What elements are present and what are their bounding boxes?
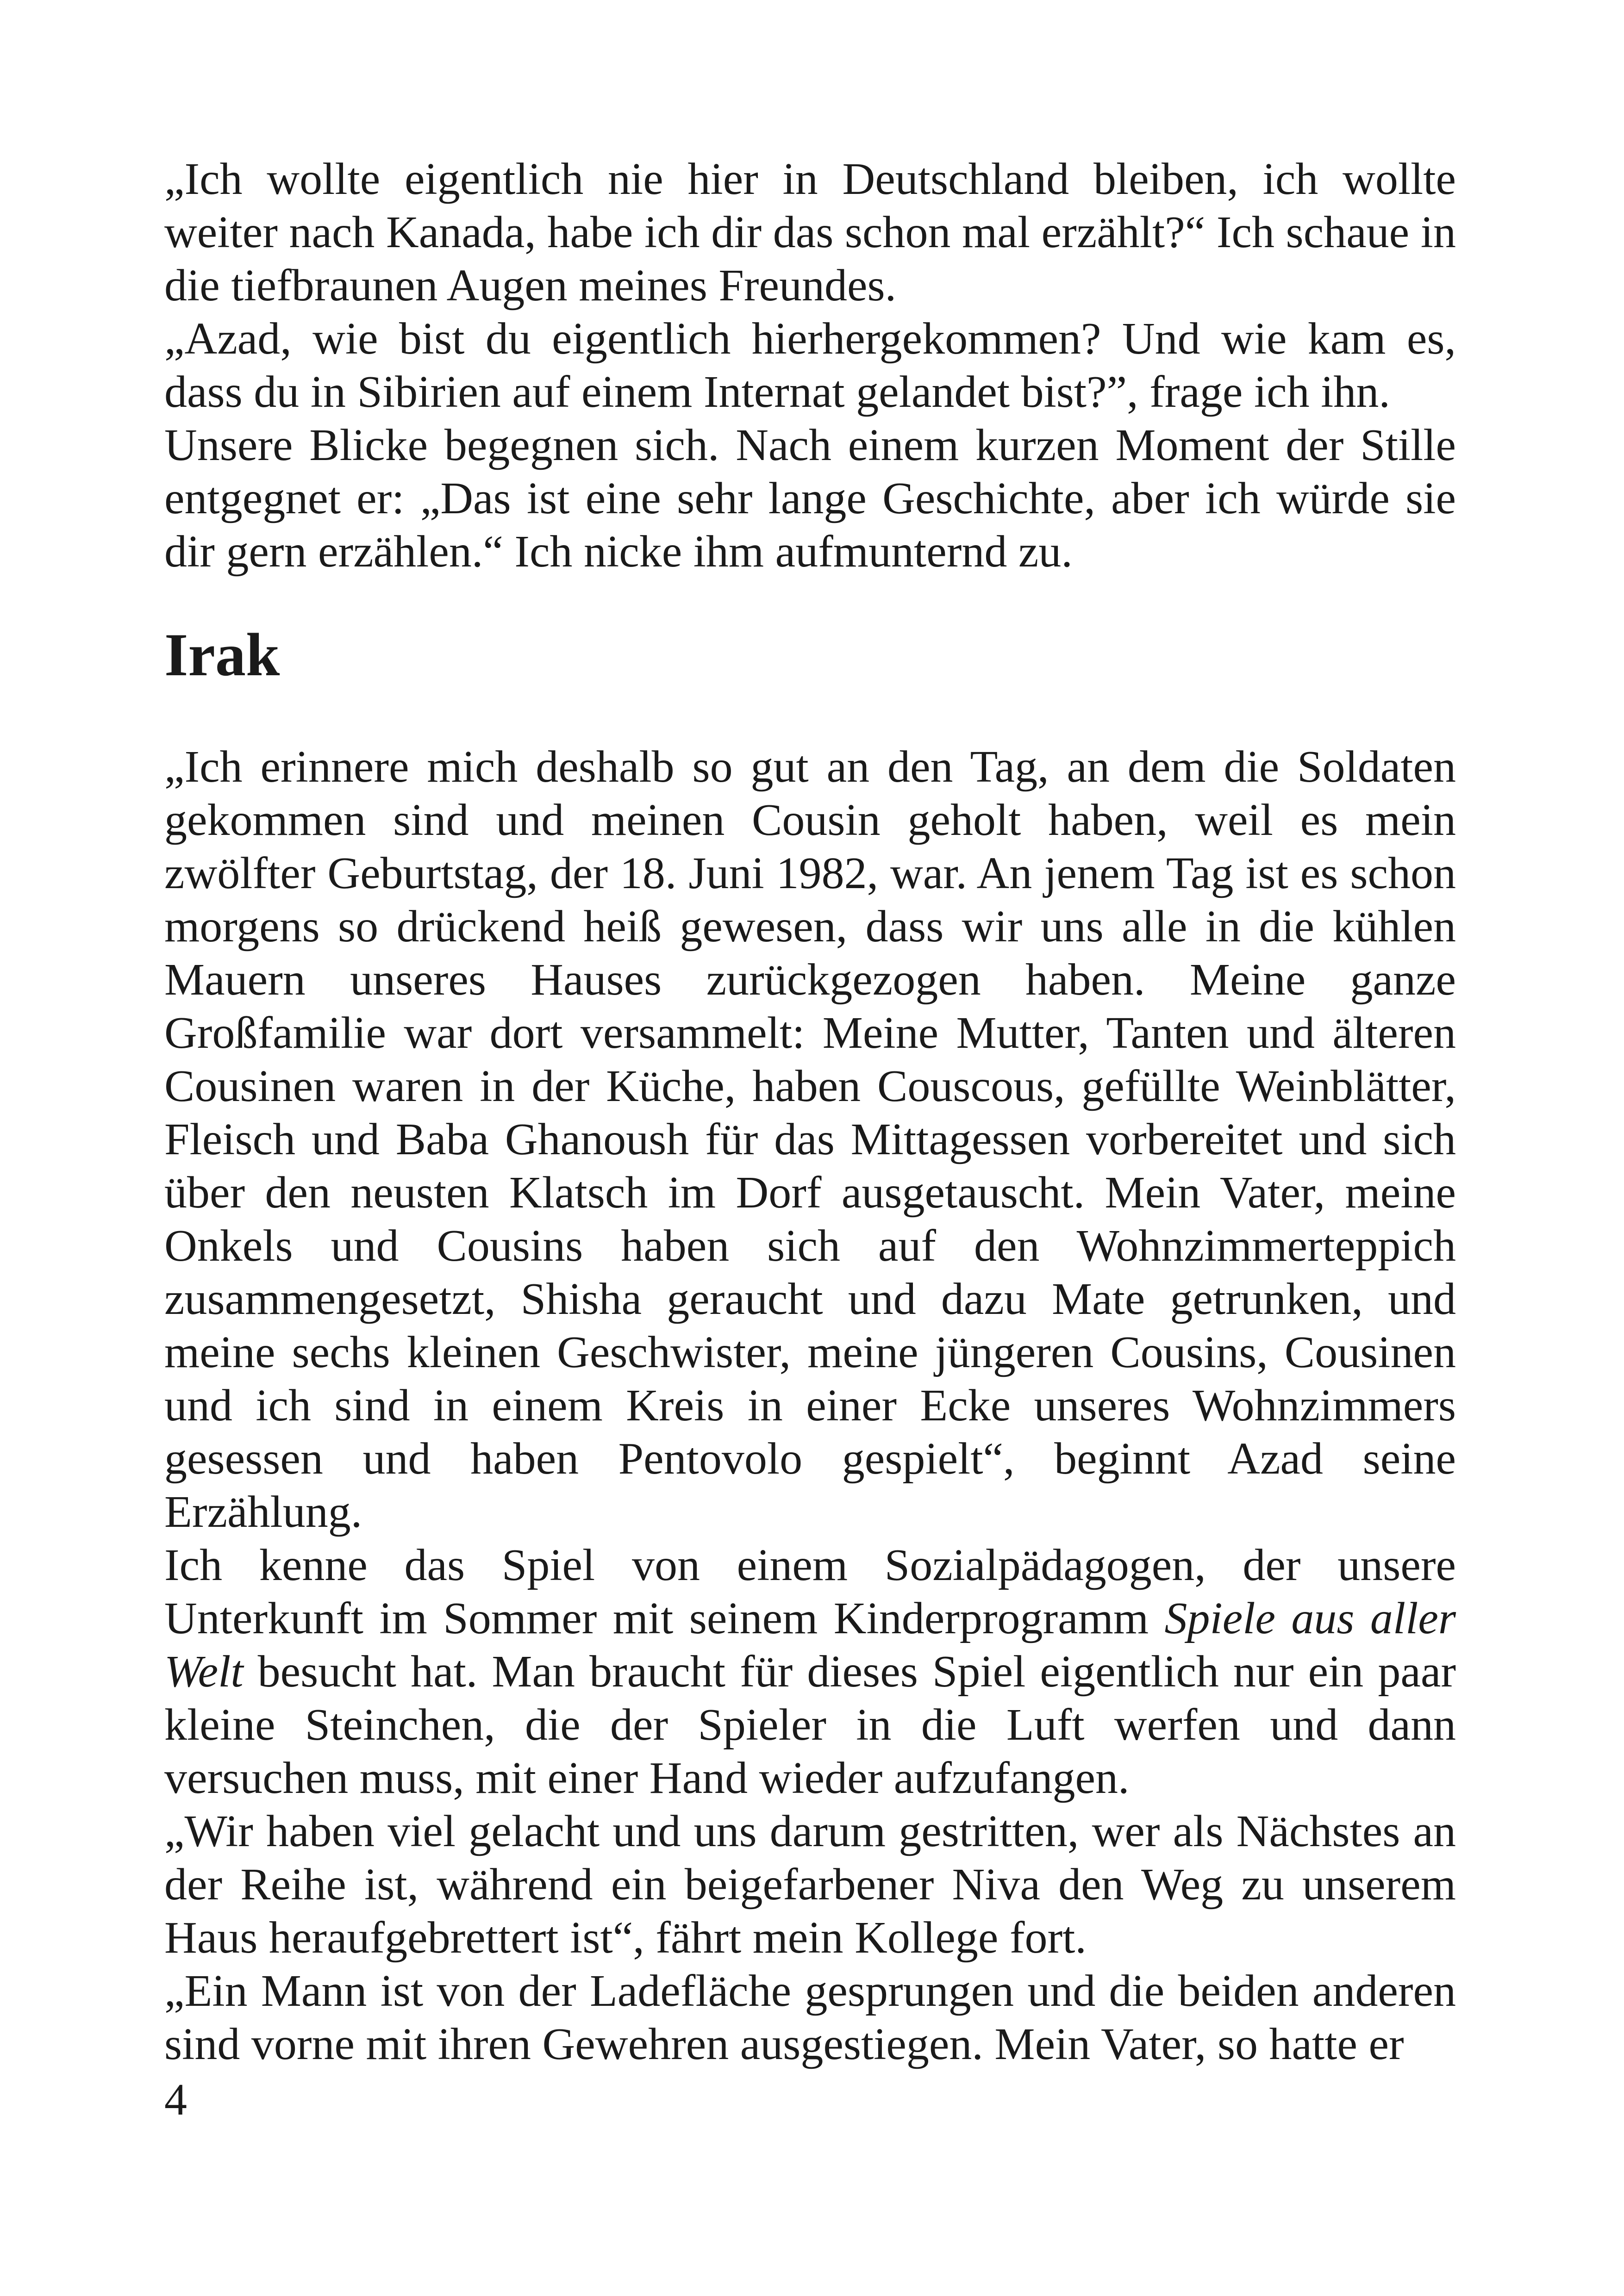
- chapter-heading: Irak: [164, 621, 280, 689]
- chapter-paragraph-4: „Ein Mann ist von der Ladefläche gesprungen und die beiden anderen sind vorne mit ihren Gewehren ausgestiegen. Mein Vater, so hatte er: [164, 1966, 1456, 2069]
- paragraph-2-text-end: besucht hat. Man braucht für dieses Spiel eigentlich nur ein paar kleine Steinchen, die der Spieler in die Luft werfen und dann versuchen muss, mit einer Hand wieder aufzufangen.: [164, 1647, 1456, 1803]
- chapter-paragraph-1: „Ich erinnere mich deshalb so gut an den Tag, an dem die Soldaten gekommen sind und meinen Cousin geholt haben, weil es mein zwölfter Geburtstag, der 18. Juni 1982, war. An jenem Tag ist es schon morgens so drückend heiß gewesen, dass wir uns alle in die kühlen Mauern unseres Hauses zurückgezogen haben. Meine ganze Großfamilie war dort versammelt: Meine Mutter, Tanten und älteren Cousinen waren in der Küche, haben Couscous, gefüllte Weinblätter, Fleisch und Baba Ghanoush für das Mittagessen vorbereitet und sich über den neusten Klatsch im Dorf ausgetauscht. Mein Vater, meine Onkels und Cousins haben sich auf den Wohnzimmerteppich zusammengesetzt, Shisha geraucht und dazu Mate getrunken, und meine sechs kleinen Geschwister, meine jüngeren Cousins, Cousinen und ich sind in einem Kreis in einer Ecke unseres Wohnzimmers gesessen und haben Pentovolo gespielt“, beginnt Azad seine Erzählung.: [164, 742, 1456, 1537]
- chapter-text-block: [164, 740, 1456, 2071]
- intro-paragraph-1: „Ich wollte eigentlich nie hier in Deutschland bleiben, ich wollte weiter nach Kanada, habe ich dir das schon mal erzählt?“ Ich schaue in die tiefbraunen Augen meines Freundes.: [164, 154, 1456, 311]
- chapter-paragraph-3: „Wir haben viel gelacht und uns darum gestritten, wer als Nächstes an der Reihe ist, während ein beigefarbener Niva den Weg zu unserem Haus heraufgebrettert ist“, fährt mein Kollege fort.: [164, 1806, 1456, 1963]
- intro-text-block: [164, 153, 1456, 579]
- paragraph-2-text-start: Ich kenne das Spiel von einem Sozialpädagogen, der unsere Unterkunft im Sommer mit seinem Kinderprogramm: [164, 1540, 1456, 1643]
- program-title-italic: Spiele aus aller Welt: [164, 1593, 1456, 1697]
- page-number: 4: [164, 2075, 187, 2125]
- intro-paragraph-3: Unsere Blicke begegnen sich. Nach einem kurzen Moment der Stille entgegnet er: „Das ist eine sehr lange Geschichte, aber ich würde sie dir gern erzählen.“ Ich nicke ihm aufmunternd zu.: [164, 420, 1456, 577]
- chapter-paragraph-2: [164, 1539, 1456, 1805]
- intro-paragraph-2: „Azad, wie bist du eigentlich hierhergekommen? Und wie kam es, dass du in Sibirien auf einem Internat gelandet bist?”, frage ich ihn.: [164, 314, 1456, 417]
